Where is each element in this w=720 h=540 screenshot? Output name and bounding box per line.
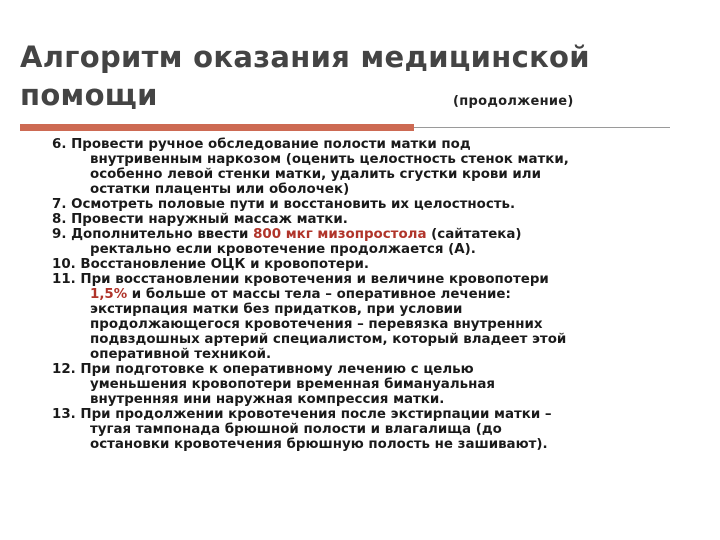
title-underline-accent	[20, 124, 414, 131]
step-7	[52, 197, 662, 212]
step-12	[52, 362, 662, 407]
title-line-2: помощи	[20, 78, 158, 112]
title-line-1: Алгоритм оказания медицинской	[20, 40, 590, 74]
step-11-line-3: экстирпация матки без придатков, при условии	[90, 302, 463, 317]
step-11-line-5: подвздошных артерий специалистом, который владеет этой	[90, 332, 567, 347]
step-6-line-1: 6. Провести ручное обследование полости матки под	[52, 137, 471, 152]
page-subtitle: (продолжение)	[453, 94, 574, 109]
step-13	[52, 407, 662, 452]
step-11-line-2-text: и больше от массы тела – оперативное лечение:	[127, 287, 511, 302]
page-title	[20, 38, 680, 114]
step-12-line-2: уменьшения кровопотери временная бимануальная	[90, 377, 496, 392]
step-12-line-3: внутренняя ини наружная компрессия матки.	[90, 392, 445, 407]
step-11-line-6: оперативной техникой.	[90, 347, 272, 362]
step-9-text-end: (сайтатека)	[426, 227, 522, 242]
step-8	[52, 212, 662, 227]
title-underline-rule	[414, 127, 670, 128]
step-9-line-2: ректально если кровотечение продолжается (А).	[90, 242, 476, 257]
step-6-line-2: внутривенным наркозом (оценить целостность стенок матки,	[90, 152, 569, 167]
step-9-line-1	[52, 227, 662, 242]
step-13-line-2: тугая тампонада брюшной полости и влагалища (до	[90, 422, 502, 437]
step-13-line-1: 13. При продолжении кровотечения после экстирпации матки –	[52, 407, 552, 422]
step-13-line-3: остановки кровотечения брюшную полость не зашивают).	[90, 437, 548, 452]
step-9	[52, 227, 662, 257]
step-11-line-4: продолжающегося кровотечения – перевязка внутренних	[90, 317, 543, 332]
step-7-line-1: 7. Осмотреть половые пути и восстановить их целостность.	[52, 197, 516, 212]
step-9-text-start: 9. Дополнительно ввести	[52, 227, 254, 242]
step-6	[52, 137, 662, 197]
step-11	[52, 272, 662, 362]
algorithm-steps	[52, 137, 662, 452]
misoprostol-dose-highlight: 800 мкг мизопростола	[253, 227, 427, 242]
step-12-line-1: 12. При подготовке к оперативному лечению с целью	[52, 362, 474, 377]
step-6-line-4: остатки плаценты или оболочек)	[90, 182, 350, 197]
step-11-line-1: 11. При восстановлении кровотечения и величине кровопотери	[52, 272, 549, 287]
step-10-line-1: 10. Восстановление ОЦК и кровопотери.	[52, 257, 370, 272]
step-10	[52, 257, 662, 272]
step-6-line-3: особенно левой стенки матки, удалить сгустки крови или	[90, 167, 541, 182]
step-11-line-2	[52, 287, 662, 302]
blood-loss-percent-highlight: 1,5%	[90, 287, 128, 302]
step-8-line-1: 8. Провести наружный массаж матки.	[52, 212, 348, 227]
